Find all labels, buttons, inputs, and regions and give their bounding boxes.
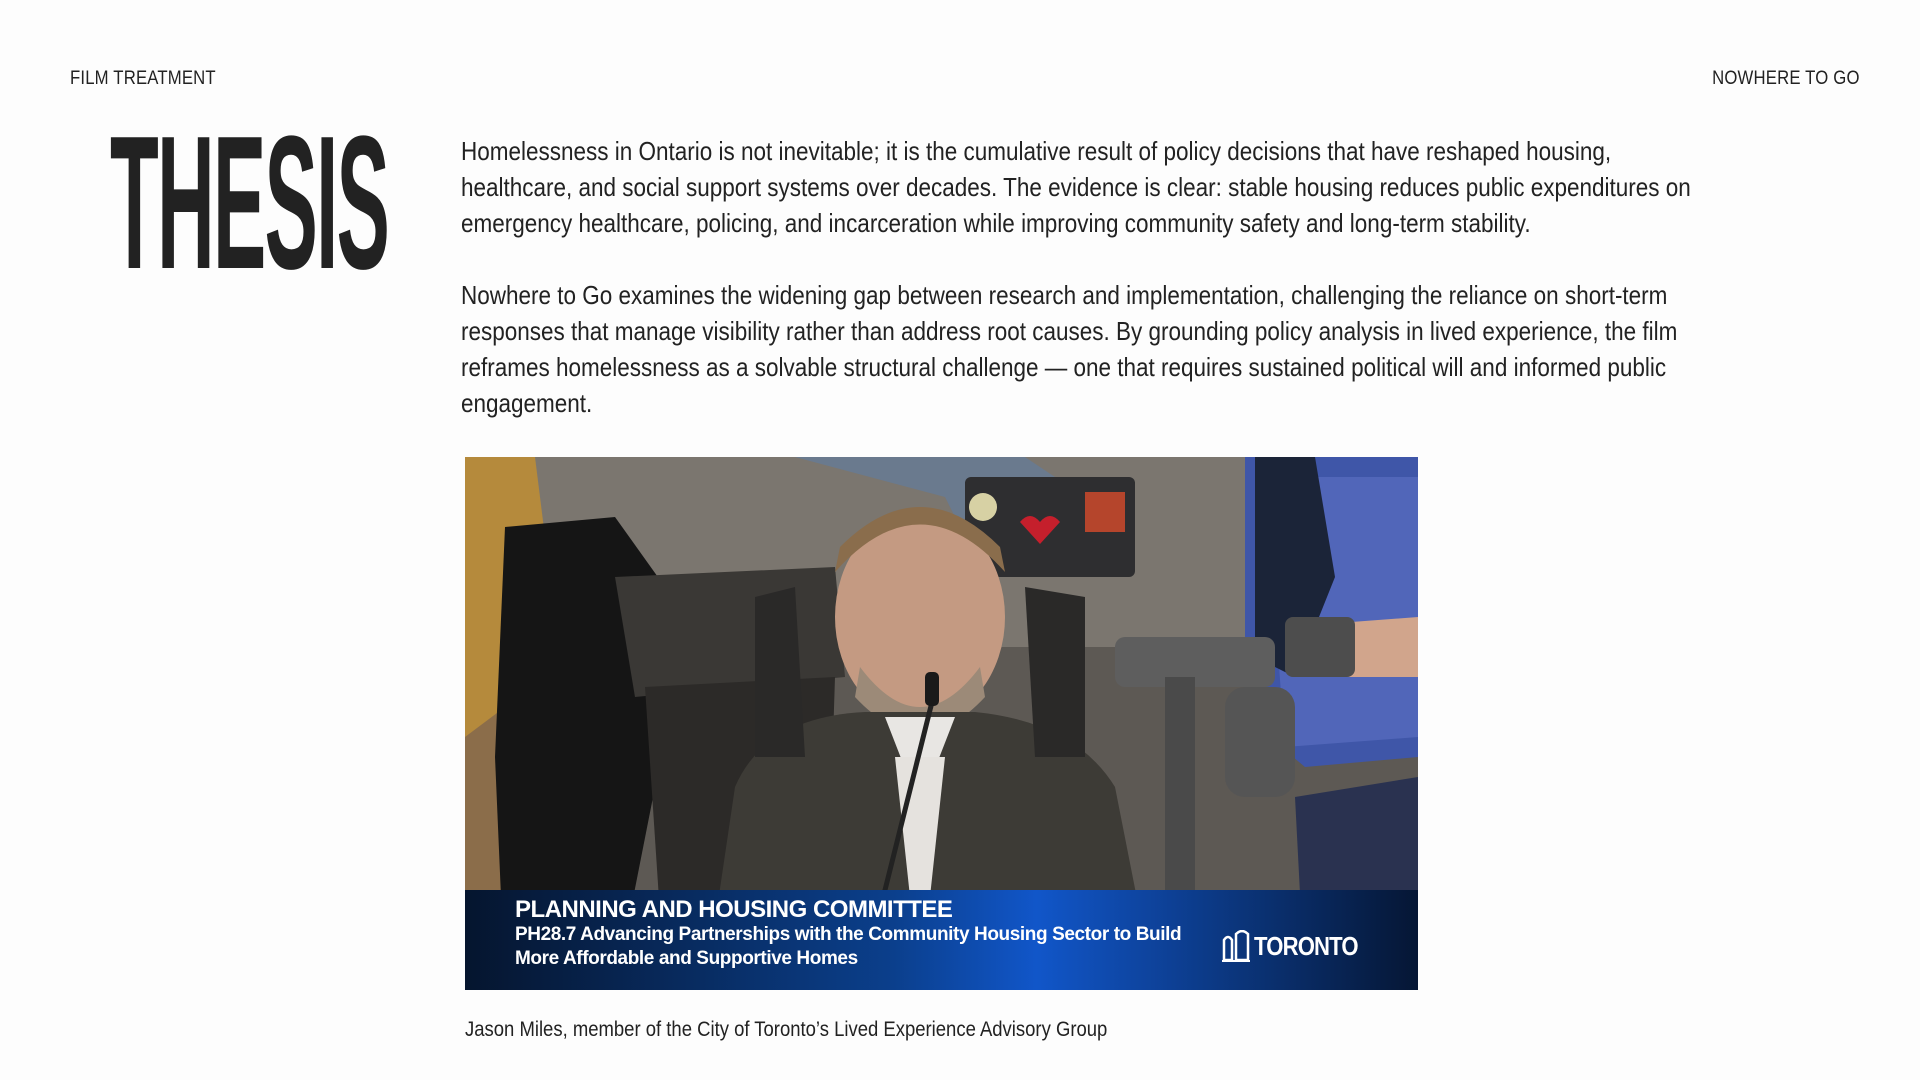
paragraph-2: Nowhere to Go examines the widening gap between research and implementation, challenging the reliance on short-term responses that manage visibility rather than address root causes. By grounding policy analysis in lived experience, the film reframes homelessness as a solvable structural challenge — one that requires sustained political will and informed public engagement. [461, 280, 1678, 418]
lower-third-banner [465, 890, 1418, 990]
body-text [461, 133, 1724, 457]
section-title: THESIS [110, 97, 389, 309]
header-left-label: FILM TREATMENT [70, 68, 216, 89]
header-right-label: NOWHERE TO GO [1712, 68, 1860, 89]
lower-third-title: PLANNING AND HOUSING COMMITTEE [515, 896, 953, 923]
toronto-logo [1222, 930, 1376, 962]
committee-photo [465, 457, 1418, 990]
lower-third-line-1: PH28.7 Advancing Partnerships with the Community Housing Sector to Build [515, 924, 1182, 945]
photo-caption: Jason Miles, member of the City of Toronto’s Lived Experience Advisory Group [465, 1018, 1108, 1041]
lower-third-line-2: More Affordable and Supportive Homes [515, 948, 858, 969]
toronto-logo-text: TORONTO [1253, 931, 1358, 961]
city-hall-icon [1222, 930, 1250, 962]
paragraph-1: Homelessness in Ontario is not inevitable; it is the cumulative result of policy decisions that have reshaped housing, healthcare, and social support systems over decades. The evidence is clear: stable housing reduces public expenditures on emergency healthcare, policing, and incarceration while improving community safety and long-term stability. [461, 136, 1691, 238]
